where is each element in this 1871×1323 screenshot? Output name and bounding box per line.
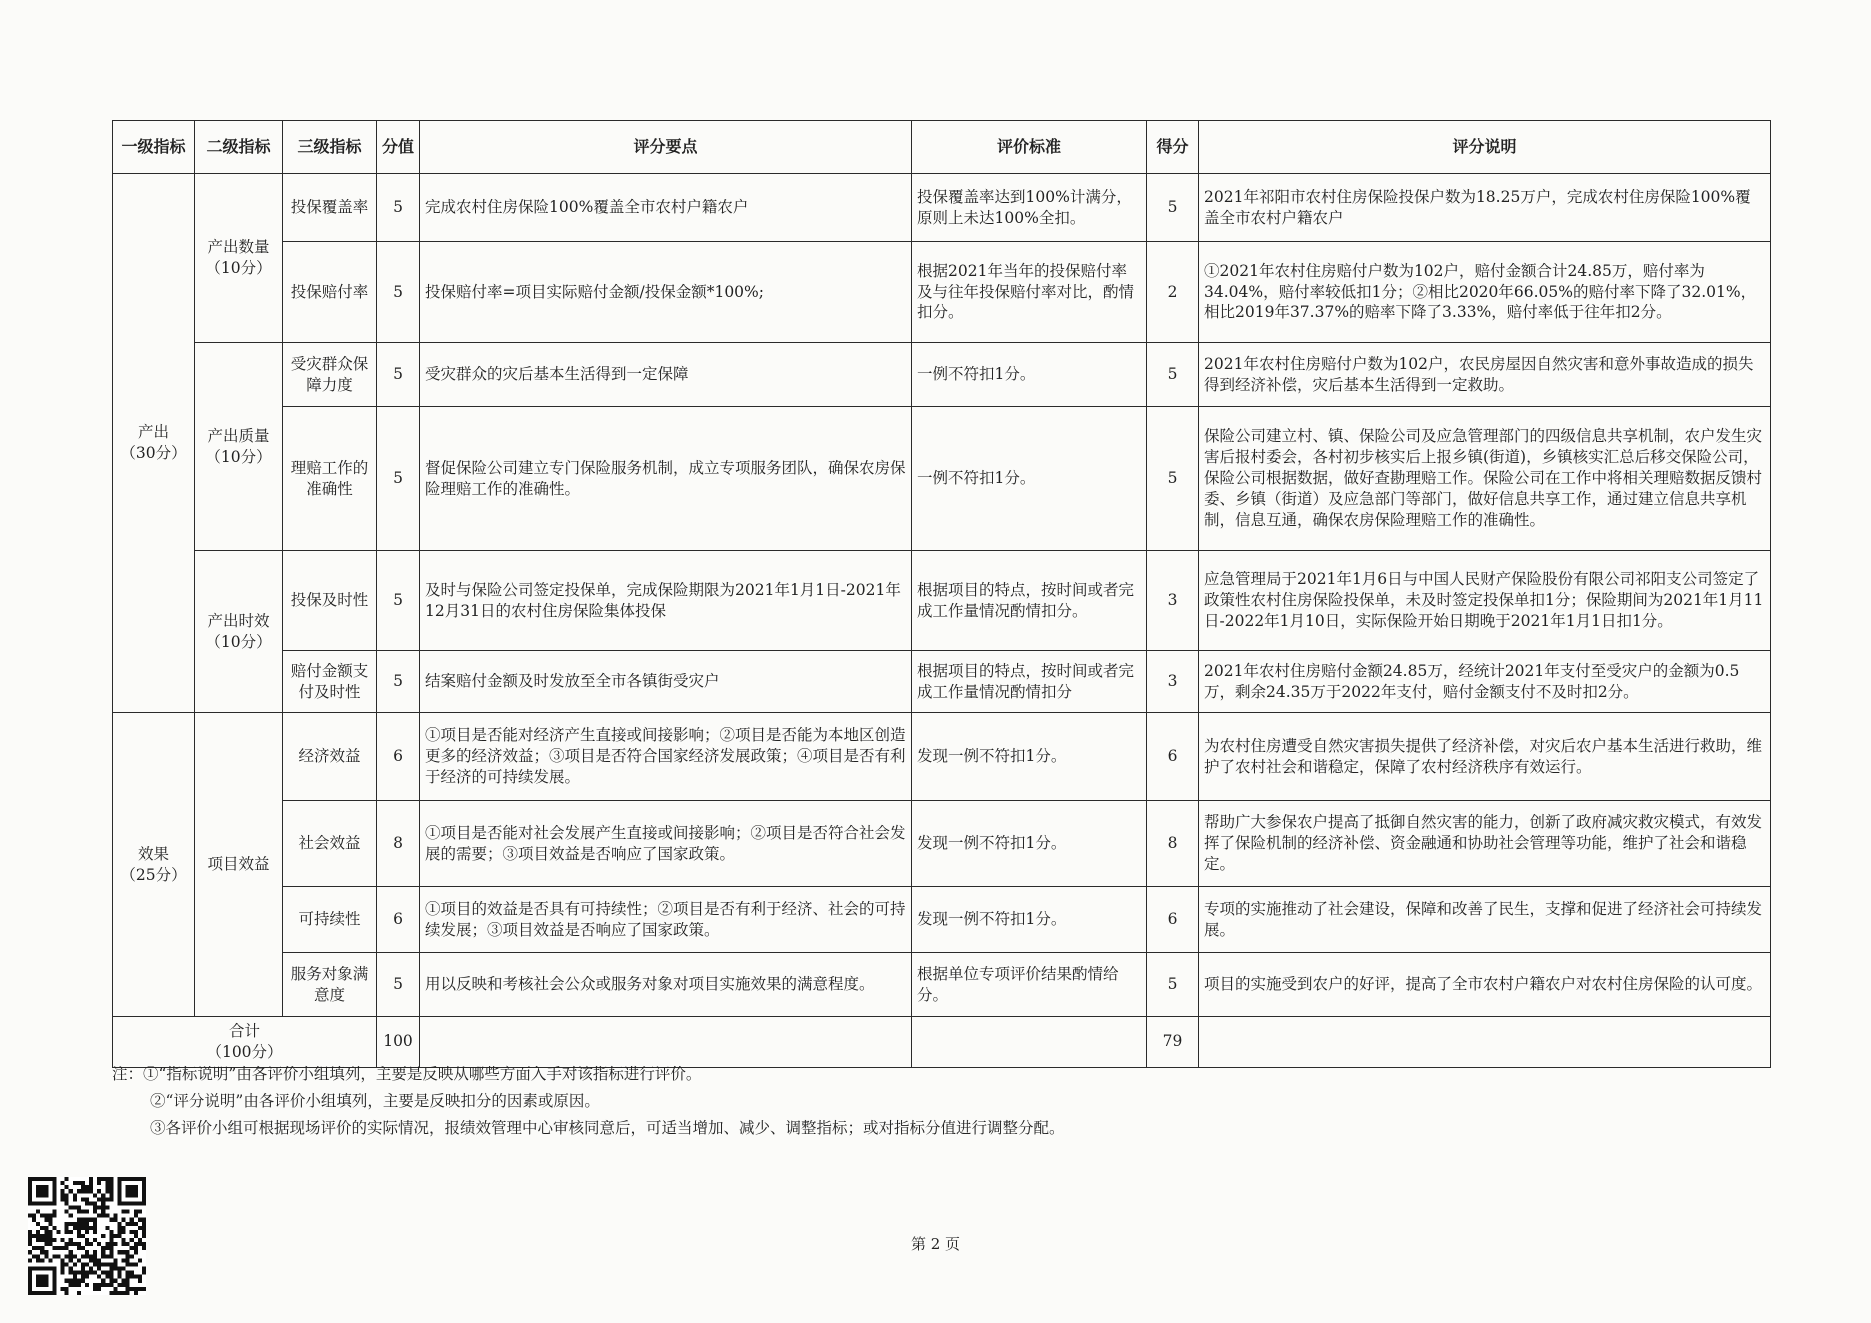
points-cell: ①项目是否能对经济产生直接或间接影响；②项目是否能为本地区创造更多的经济效益；③项目是否符合国家经济发展政策；④项目是否有利于经济的可持续发展。 xyxy=(420,713,912,801)
score-cell: 5 xyxy=(1147,407,1199,551)
points-cell: 投保赔付率=项目实际赔付金额/投保金额*100%; xyxy=(420,242,912,343)
header-row xyxy=(113,121,1771,174)
explanation-cell: 2021年祁阳市农村住房保险投保户数为18.25万户，完成农村住房保险100%覆盖全市农村户籍农户 xyxy=(1199,174,1771,242)
footnotes xyxy=(112,1061,1065,1142)
indicator-cell: 可持续性 xyxy=(283,887,377,953)
score-value-cell: 5 xyxy=(377,551,420,651)
standard-cell: 根据单位专项评价结果酌情给分。 xyxy=(912,953,1147,1017)
level2-quality: 产出质量 （10分） xyxy=(195,343,283,551)
level1-output: 产出 （30分） xyxy=(113,174,195,713)
score-cell: 5 xyxy=(1147,953,1199,1017)
table-row xyxy=(113,343,1771,407)
score-value-cell: 5 xyxy=(377,242,420,343)
indicator-cell: 投保及时性 xyxy=(283,551,377,651)
standard-cell: 发现一例不符扣1分。 xyxy=(912,801,1147,887)
score-value-cell: 6 xyxy=(377,887,420,953)
score-cell: 8 xyxy=(1147,801,1199,887)
indicator-cell: 社会效益 xyxy=(283,801,377,887)
explanation-cell: ①2021年农村住房赔付户数为102户，赔付金额合计24.85万，赔付率为34.04%，赔付率较低扣1分；②相比2020年66.05%的赔付率下降了32.01%，相比2019年37.37%的赔率下降了3.33%，赔付率低于往年扣2分。 xyxy=(1199,242,1771,343)
total-explanation-empty xyxy=(1199,1017,1771,1068)
header-score-value: 分值 xyxy=(377,121,420,174)
explanation-cell: 帮助广大参保农户提高了抵御自然灾害的能力，创新了政府减灾救灾模式，有效发挥了保险机制的经济补偿、资金融通和协助社会管理等功能，维护了社会和谐稳定。 xyxy=(1199,801,1771,887)
explanation-cell: 2021年农村住房赔付户数为102户，农民房屋因自然灾害和意外事故造成的损失得到经济补偿，灾后基本生活得到一定救助。 xyxy=(1199,343,1771,407)
points-cell: 完成农村住房保险100%覆盖全市农村户籍农户 xyxy=(420,174,912,242)
level2-benefit: 项目效益 xyxy=(195,713,283,1017)
points-cell: ①项目是否能对社会发展产生直接或间接影响；②项目是否符合社会发展的需要；③项目效益是否响应了国家政策。 xyxy=(420,801,912,887)
total-score-value: 100 xyxy=(377,1017,420,1068)
level1-effect: 效果 （25分） xyxy=(113,713,195,1017)
table-row xyxy=(113,242,1771,343)
points-cell: 用以反映和考核社会公众或服务对象对项目实施效果的满意程度。 xyxy=(420,953,912,1017)
score-value-cell: 5 xyxy=(377,174,420,242)
standard-cell: 根据2021年当年的投保赔付率及与往年投保赔付率对比，酌情扣分。 xyxy=(912,242,1147,343)
explanation-cell: 项目的实施受到农户的好评，提高了全市农村户籍农户对农村住房保险的认可度。 xyxy=(1199,953,1771,1017)
table-row xyxy=(113,953,1771,1017)
header-level1: 一级指标 xyxy=(113,121,195,174)
score-cell: 6 xyxy=(1147,887,1199,953)
standard-cell: 发现一例不符扣1分。 xyxy=(912,713,1147,801)
total-score: 79 xyxy=(1147,1017,1199,1068)
score-cell: 6 xyxy=(1147,713,1199,801)
score-cell: 2 xyxy=(1147,242,1199,343)
score-value-cell: 5 xyxy=(377,953,420,1017)
evaluation-table xyxy=(112,120,1771,1068)
table-row xyxy=(113,174,1771,242)
header-score: 得分 xyxy=(1147,121,1199,174)
footnote-2: ②“评分说明”由各评价小组填列，主要是反映扣分的因素或原因。 xyxy=(150,1092,600,1110)
indicator-cell: 投保覆盖率 xyxy=(283,174,377,242)
total-row xyxy=(113,1017,1771,1068)
score-cell: 3 xyxy=(1147,651,1199,713)
score-value-cell: 8 xyxy=(377,801,420,887)
page-number: 第 2 页 xyxy=(910,1235,961,1253)
table-row xyxy=(113,801,1771,887)
standard-cell: 一例不符扣1分。 xyxy=(912,343,1147,407)
standard-cell: 一例不符扣1分。 xyxy=(912,407,1147,551)
total-label: 合计 （100分） xyxy=(113,1017,377,1068)
indicator-cell: 投保赔付率 xyxy=(283,242,377,343)
explanation-cell: 保险公司建立村、镇、保险公司及应急管理部门的四级信息共享机制，农户发生灾害后报村委会，各村初步核实后上报乡镇(街道)，乡镇核实汇总后移交保险公司，保险公司根据数据，做好查勘理赔工作。保险公司在工作中将相关理赔数据反馈村委、乡镇（街道）及应急部门等部门，做好信息共享工作，通过建立信息共享机制，信息互通，确保农房保险理赔工作的准确性。 xyxy=(1199,407,1771,551)
header-level3: 三级指标 xyxy=(283,121,377,174)
total-points-empty xyxy=(420,1017,912,1068)
explanation-cell: 为农村住房遭受自然灾害损失提供了经济补偿，对灾后农户基本生活进行救助，维护了农村社会和谐稳定，保障了农村经济秩序有效运行。 xyxy=(1199,713,1771,801)
points-cell: 结案赔付金额及时发放至全市各镇街受灾户 xyxy=(420,651,912,713)
score-value-cell: 5 xyxy=(377,343,420,407)
indicator-cell: 经济效益 xyxy=(283,713,377,801)
header-standard: 评价标准 xyxy=(912,121,1147,174)
points-cell: ①项目的效益是否具有可持续性；②项目是否有利于经济、社会的可持续发展；③项目效益是否响应了国家政策。 xyxy=(420,887,912,953)
points-cell: 受灾群众的灾后基本生活得到一定保障 xyxy=(420,343,912,407)
header-level2: 二级指标 xyxy=(195,121,283,174)
table-row xyxy=(113,651,1771,713)
footnote-3: ③各评价小组可根据现场评价的实际情况，报绩效管理中心审核同意后，可适当增加、减少、调整指标；或对指标分值进行调整分配。 xyxy=(150,1119,1065,1137)
level2-timeliness: 产出时效 （10分） xyxy=(195,551,283,713)
table-row xyxy=(113,713,1771,801)
footnote-1: 注：①“指标说明”由各评价小组填列，主要是反映从哪些方面入手对该指标进行评价。 xyxy=(112,1065,702,1083)
indicator-cell: 理赔工作的准确性 xyxy=(283,407,377,551)
explanation-cell: 2021年农村住房赔付金额24.85万，经统计2021年支付至受灾户的金额为0.5万，剩余24.35万于2022年支付，赔付金额支付不及时扣2分。 xyxy=(1199,651,1771,713)
header-explanation: 评分说明 xyxy=(1199,121,1771,174)
total-standard-empty xyxy=(912,1017,1147,1068)
header-points: 评分要点 xyxy=(420,121,912,174)
score-value-cell: 5 xyxy=(377,651,420,713)
standard-cell: 发现一例不符扣1分。 xyxy=(912,887,1147,953)
score-cell: 3 xyxy=(1147,551,1199,651)
standard-cell: 根据项目的特点，按时间或者完成工作量情况酌情扣分。 xyxy=(912,551,1147,651)
points-cell: 及时与保险公司签定投保单，完成保险期限为2021年1月1日-2021年12月31日的农村住房保险集体投保 xyxy=(420,551,912,651)
indicator-cell: 服务对象满意度 xyxy=(283,953,377,1017)
explanation-cell: 专项的实施推动了社会建设，保障和改善了民生，支撑和促进了经济社会可持续发展。 xyxy=(1199,887,1771,953)
score-value-cell: 6 xyxy=(377,713,420,801)
indicator-cell: 受灾群众保障力度 xyxy=(283,343,377,407)
score-value-cell: 5 xyxy=(377,407,420,551)
standard-cell: 根据项目的特点，按时间或者完成工作量情况酌情扣分 xyxy=(912,651,1147,713)
table-row xyxy=(113,887,1771,953)
score-cell: 5 xyxy=(1147,174,1199,242)
table-row xyxy=(113,407,1771,551)
score-cell: 5 xyxy=(1147,343,1199,407)
points-cell: 督促保险公司建立专门保险服务机制，成立专项服务团队，确保农房保险理赔工作的准确性。 xyxy=(420,407,912,551)
table-row xyxy=(113,551,1771,651)
level2-quantity: 产出数量 （10分） xyxy=(195,174,283,343)
explanation-cell: 应急管理局于2021年1月6日与中国人民财产保险股份有限公司祁阳支公司签定了政策性农村住房保险投保单，未及时签定投保单扣1分；保险期间为2021年1月11日-2022年1月10日，实际保险开始日期晚于2021年1月1日扣1分。 xyxy=(1199,551,1771,651)
indicator-cell: 赔付金额支付及时性 xyxy=(283,651,377,713)
standard-cell: 投保覆盖率达到100%计满分，原则上未达100%全扣。 xyxy=(912,174,1147,242)
